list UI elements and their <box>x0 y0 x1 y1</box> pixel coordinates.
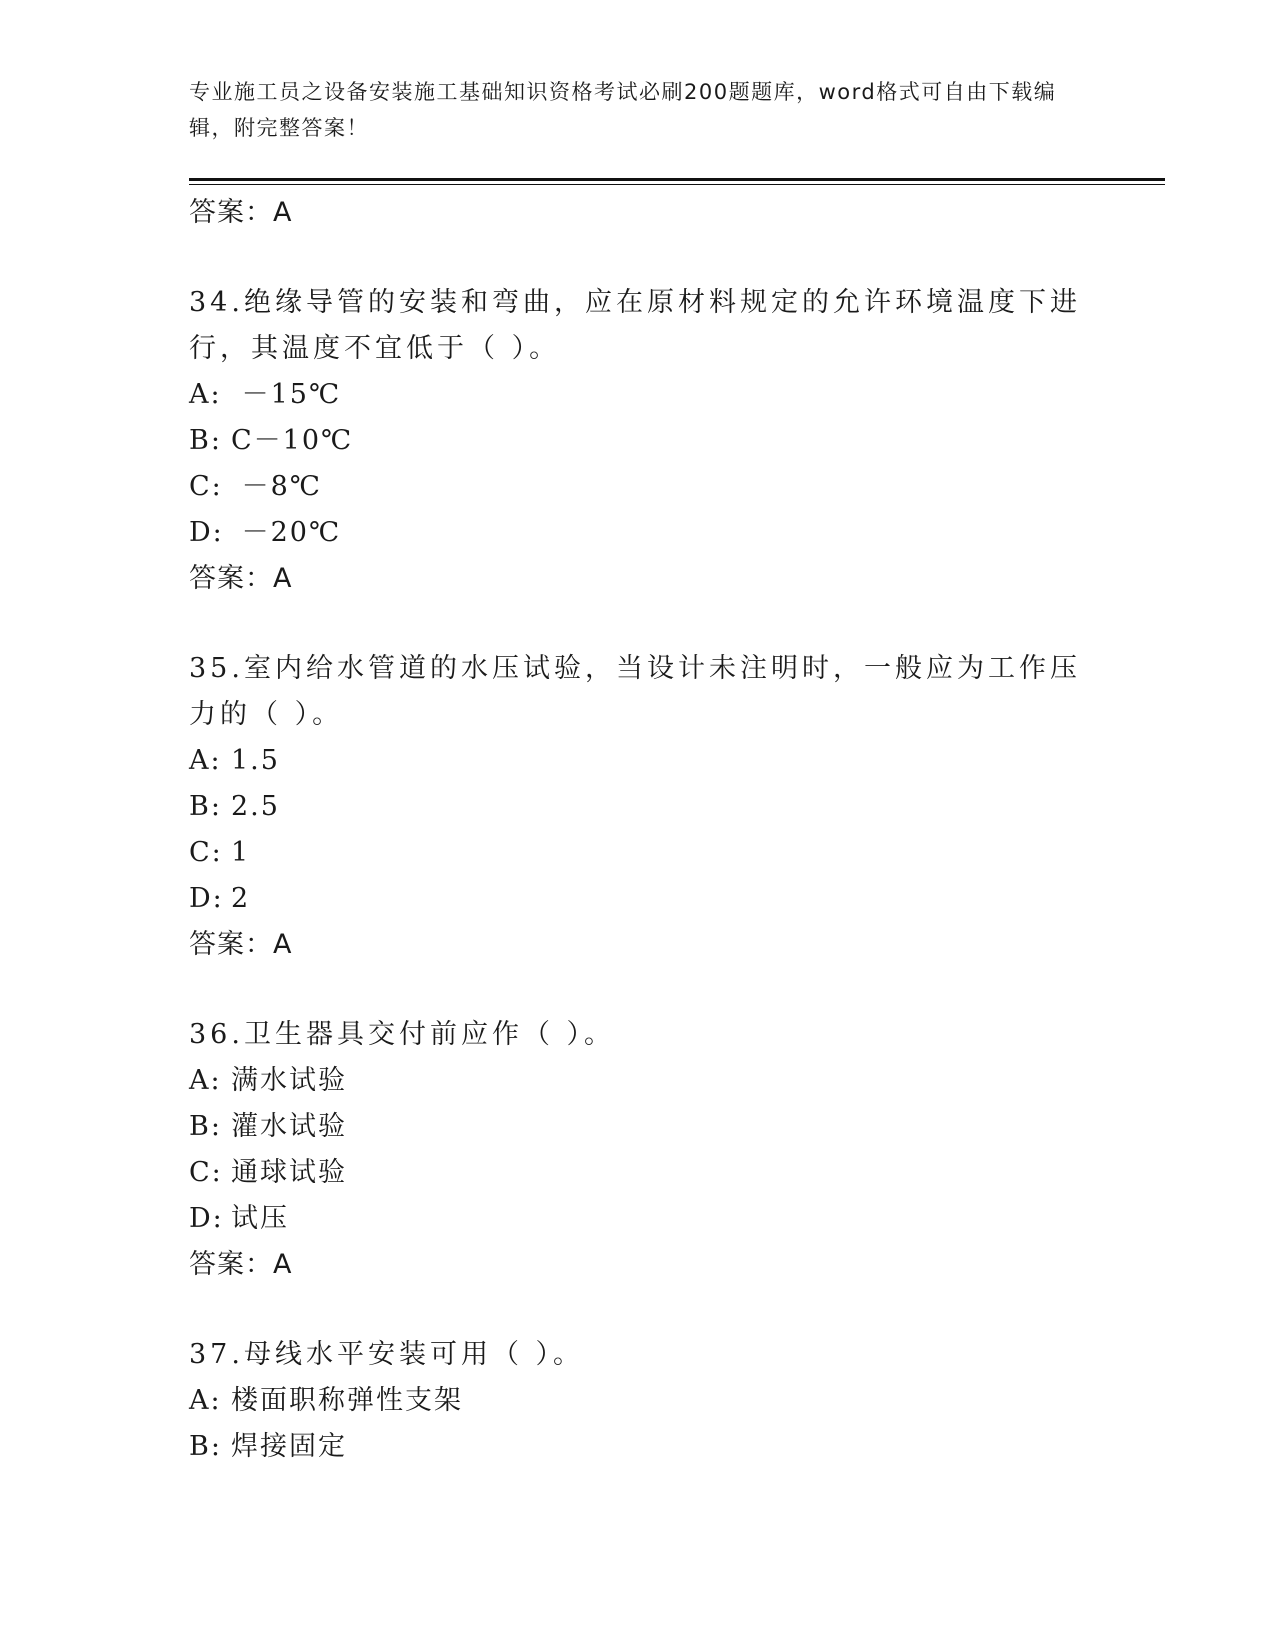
option-c <box>189 830 1089 876</box>
option-value: C－10℃ <box>231 425 354 456</box>
option-key: C: <box>189 471 223 502</box>
option-value: 焊接固定 <box>231 1431 347 1462</box>
option-key: B: <box>189 1431 222 1462</box>
answer-line: 答案：A <box>189 197 293 228</box>
option-key: D: <box>189 517 224 548</box>
option-value: 2.5 <box>231 791 280 822</box>
option-b <box>189 784 1089 830</box>
option-key: A: <box>189 379 222 410</box>
option-value: －8℃ <box>231 471 322 502</box>
answer-line: 答案：A <box>189 563 293 594</box>
option-value: 2 <box>231 883 251 914</box>
option-b <box>189 1104 1089 1150</box>
option-a <box>189 372 1089 418</box>
option-value: －20℃ <box>231 517 342 548</box>
option-d <box>189 1196 1089 1242</box>
option-d <box>189 876 1089 922</box>
option-value: 1 <box>231 837 251 868</box>
question-36 <box>189 1012 1089 1288</box>
option-key: C: <box>189 1157 223 1188</box>
option-c <box>189 1150 1089 1196</box>
option-value: 1.5 <box>231 745 280 776</box>
option-key: A: <box>189 1385 222 1416</box>
question-text: 35.室内给水管道的水压试验，当设计未注明时，一般应为工作压力的（ ）。 <box>189 653 1081 730</box>
option-key: B: <box>189 425 222 456</box>
option-b <box>189 418 1089 464</box>
option-a <box>189 1378 1089 1424</box>
question-text: 34.绝缘导管的安装和弯曲，应在原材料规定的允许环境温度下进行，其温度不宜低于（ ）。 <box>189 287 1081 364</box>
header-divider-thin <box>189 184 1165 185</box>
option-value: 满水试验 <box>231 1065 347 1096</box>
option-key: A: <box>189 745 222 776</box>
answer-line: 答案：A <box>189 929 293 960</box>
header-divider-thick <box>189 178 1165 181</box>
option-key: D: <box>189 1203 224 1234</box>
option-key: A: <box>189 1065 222 1096</box>
option-a <box>189 1058 1089 1104</box>
option-a <box>189 738 1089 784</box>
question-text: 37.母线水平安装可用（ ）。 <box>189 1339 585 1370</box>
question-text: 36.卫生器具交付前应作（ ）。 <box>189 1019 616 1050</box>
answer-line: 答案：A <box>189 1249 293 1280</box>
option-key: B: <box>189 791 222 822</box>
question-37 <box>189 1332 1089 1470</box>
option-d <box>189 510 1089 556</box>
question-34 <box>189 280 1089 602</box>
option-value: －15℃ <box>231 379 342 410</box>
option-value: 试压 <box>231 1203 289 1234</box>
option-key: D: <box>189 883 224 914</box>
option-value: 通球试验 <box>231 1157 347 1188</box>
option-c <box>189 464 1089 510</box>
option-key: C: <box>189 837 223 868</box>
option-key: B: <box>189 1111 222 1142</box>
question-list <box>189 190 1089 1470</box>
option-b <box>189 1424 1089 1470</box>
option-value: 楼面职称弹性支架 <box>231 1385 463 1416</box>
question-35 <box>189 646 1089 968</box>
document-header: 专业施工员之设备安装施工基础知识资格考试必刷200题题库，word格式可自由下载编辑，附完整答案！ <box>189 80 1057 140</box>
option-value: 灌水试验 <box>231 1111 347 1142</box>
